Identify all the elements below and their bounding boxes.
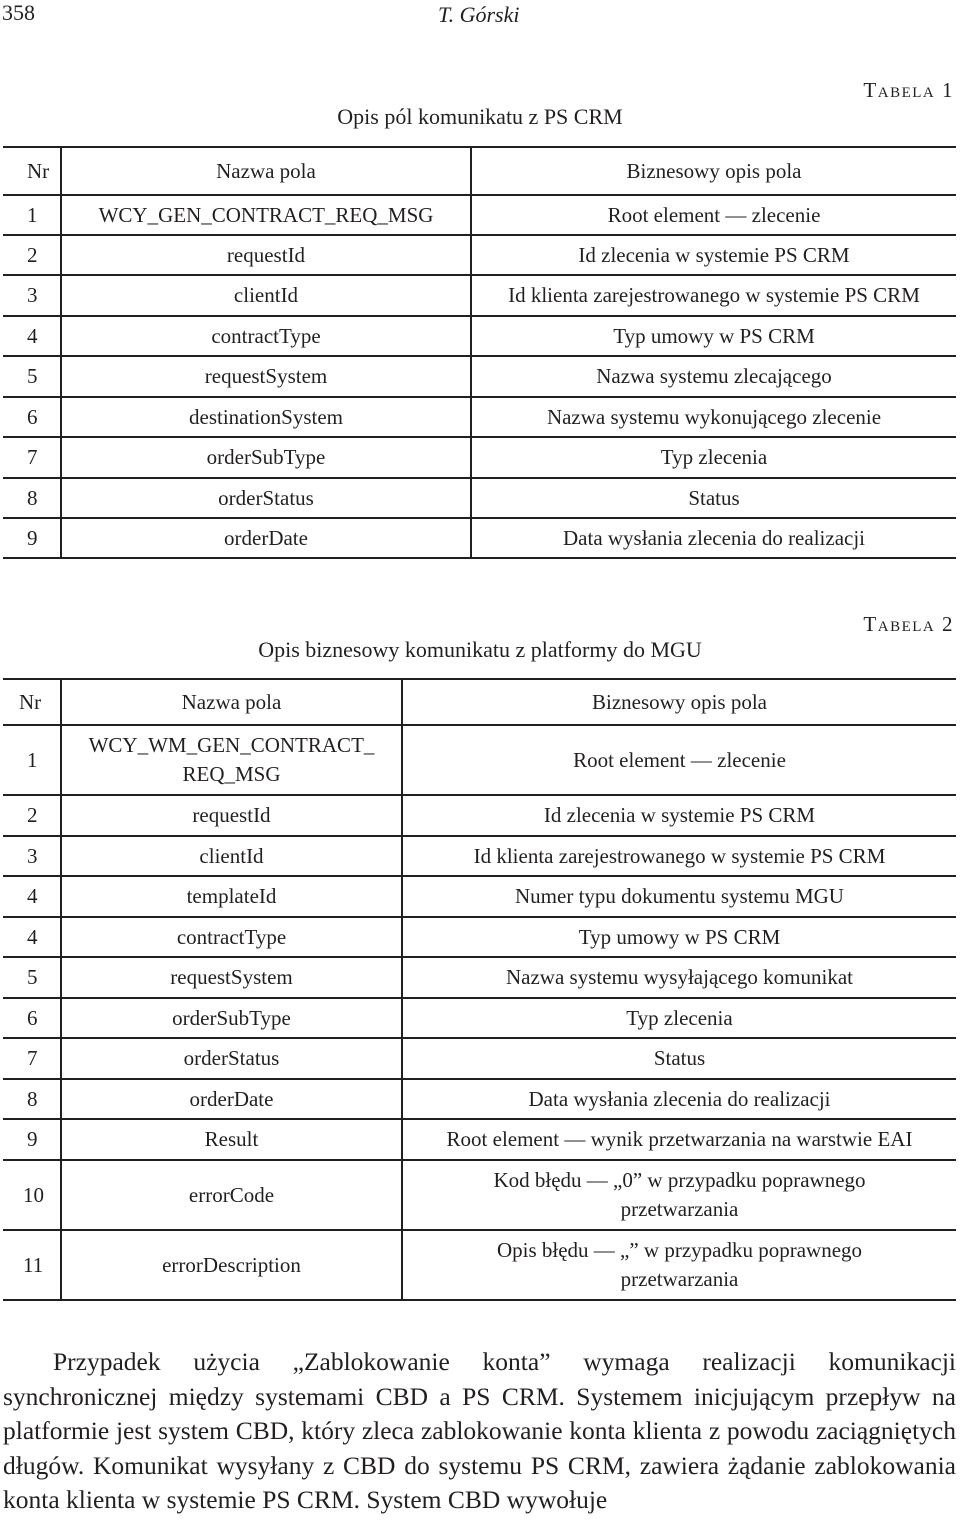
column-header-field-name: Nazwa pola — [61, 679, 402, 725]
field-description-line: przetwarzania — [620, 1267, 739, 1291]
table-row — [3, 1230, 956, 1300]
field-name: WCY_GEN_CONTRACT_REQ_MSG — [61, 195, 471, 235]
field-description: Id klienta zarejestrowanego w systemie PS CRM — [471, 275, 956, 316]
table-row — [3, 235, 956, 275]
table-row — [3, 437, 956, 478]
field-description: Root element — wynik przetwarzania na warstwie EAI — [402, 1119, 956, 1160]
field-description-line: przetwarzania — [620, 1197, 739, 1221]
table-row — [3, 1119, 956, 1160]
field-description-line: Opis błędu — „” w przypadku poprawnego — [496, 1238, 863, 1262]
table-row — [3, 478, 956, 518]
table-row — [3, 518, 956, 558]
field-description: Id zlecenia w systemie PS CRM — [471, 235, 956, 275]
table-row — [3, 275, 956, 316]
row-number: 4 — [3, 876, 61, 917]
table-row — [3, 195, 956, 235]
field-description: Typ zlecenia — [471, 437, 956, 478]
page-number: 358 — [2, 0, 35, 25]
field-name: requestSystem — [61, 957, 402, 998]
table-row — [3, 356, 956, 397]
row-number: 8 — [3, 1079, 61, 1119]
running-head: T. Górski — [438, 2, 520, 27]
table-row — [3, 957, 956, 998]
body-text — [3, 1345, 956, 1518]
field-name: templateId — [61, 876, 402, 917]
field-name: destinationSystem — [61, 397, 471, 437]
column-header-field-name: Nazwa pola — [61, 147, 471, 195]
row-number: 2 — [3, 235, 61, 275]
table1-label: Tabela 1 — [863, 78, 954, 102]
column-header-description: Biznesowy opis pola — [471, 147, 956, 195]
field-name: clientId — [61, 275, 471, 316]
table-row — [3, 836, 956, 876]
row-number: 5 — [3, 356, 61, 397]
table-row — [3, 1038, 956, 1079]
field-description: Root element — zlecenie — [471, 195, 956, 235]
field-description: Status — [471, 478, 956, 518]
row-number: 10 — [3, 1160, 61, 1230]
row-number: 8 — [3, 478, 61, 518]
table2-caption: Opis biznesowy komunikatu z platformy do MGU — [258, 637, 702, 662]
table-row — [3, 998, 956, 1038]
body-paragraph: Przypadek użycia „Zablokowanie konta” wymaga realizacji komunikacji synchronicznej między systemami CBD a PS CRM. Systemem inicjującym przepływ na platformie jest system CBD, który zleca zablokowanie konta klienta z powodu zaciągniętych długów. Komunikat wysyłany z CBD do systemu PS CRM, zawiera żądanie zablokowania konta klienta w systemie PS CRM. System CBD wywołuje — [3, 1347, 956, 1515]
field-description: Data wysłania zlecenia do realizacji — [402, 1079, 956, 1119]
field-name: errorCode — [61, 1160, 402, 1230]
field-name: Result — [61, 1119, 402, 1160]
row-number: 4 — [3, 316, 61, 356]
table1 — [3, 146, 956, 559]
table2 — [3, 678, 956, 1301]
row-number: 6 — [3, 397, 61, 437]
table-row — [3, 1079, 956, 1119]
row-number: 3 — [3, 836, 61, 876]
row-number: 11 — [3, 1230, 61, 1300]
field-description: Typ umowy w PS CRM — [402, 917, 956, 957]
table-header-row — [3, 679, 956, 725]
row-number: 4 — [3, 917, 61, 957]
field-name: errorDescription — [61, 1230, 402, 1300]
field-description: Typ zlecenia — [402, 998, 956, 1038]
column-header-nr: Nr — [3, 679, 61, 725]
table1-caption: Opis pól komunikatu z PS CRM — [337, 104, 623, 129]
field-name: orderSubType — [61, 437, 471, 478]
row-number: 6 — [3, 998, 61, 1038]
field-description: Root element — zlecenie — [402, 725, 956, 795]
field-description: Numer typu dokumentu systemu MGU — [402, 876, 956, 917]
field-description — [402, 1160, 956, 1230]
field-description: Nazwa systemu wysyłającego komunikat — [402, 957, 956, 998]
table-row — [3, 1160, 956, 1230]
field-description: Typ umowy w PS CRM — [471, 316, 956, 356]
field-name: orderDate — [61, 1079, 402, 1119]
field-description: Nazwa systemu zlecającego — [471, 356, 956, 397]
field-name: contractType — [61, 316, 471, 356]
field-description: Status — [402, 1038, 956, 1079]
row-number: 7 — [3, 1038, 61, 1079]
table-header-row — [3, 147, 956, 195]
field-description: Id klienta zarejestrowanego w systemie PS CRM — [402, 836, 956, 876]
row-number: 7 — [3, 437, 61, 478]
field-name: clientId — [61, 836, 402, 876]
field-description: Id zlecenia w systemie PS CRM — [402, 795, 956, 836]
field-description — [402, 1230, 956, 1300]
field-name: orderDate — [61, 518, 471, 558]
column-header-nr: Nr — [3, 147, 61, 195]
field-description: Nazwa systemu wykonującego zlecenie — [471, 397, 956, 437]
row-number: 9 — [3, 518, 61, 558]
row-number: 3 — [3, 275, 61, 316]
field-name-line: REQ_MSG — [182, 762, 281, 786]
column-header-description: Biznesowy opis pola — [402, 679, 956, 725]
row-number: 1 — [3, 725, 61, 795]
field-description-line: Kod błędu — „0” w przypadku poprawnego — [493, 1168, 866, 1192]
page-header — [0, 0, 960, 30]
row-number: 2 — [3, 795, 61, 836]
table-row — [3, 725, 956, 795]
row-number: 5 — [3, 957, 61, 998]
field-description: Data wysłania zlecenia do realizacji — [471, 518, 956, 558]
table2-label: Tabela 2 — [863, 612, 954, 636]
table-row — [3, 316, 956, 356]
field-name: requestId — [61, 235, 471, 275]
table-row — [3, 397, 956, 437]
table-row — [3, 795, 956, 836]
field-name: orderStatus — [61, 478, 471, 518]
table-row — [3, 917, 956, 957]
field-name: requestId — [61, 795, 402, 836]
field-name: orderSubType — [61, 998, 402, 1038]
field-name: contractType — [61, 917, 402, 957]
field-name — [61, 725, 402, 795]
row-number: 9 — [3, 1119, 61, 1160]
row-number: 1 — [3, 195, 61, 235]
table-row — [3, 876, 956, 917]
field-name: orderStatus — [61, 1038, 402, 1079]
field-name-line: WCY_WM_GEN_CONTRACT_ — [88, 733, 375, 757]
field-name: requestSystem — [61, 356, 471, 397]
